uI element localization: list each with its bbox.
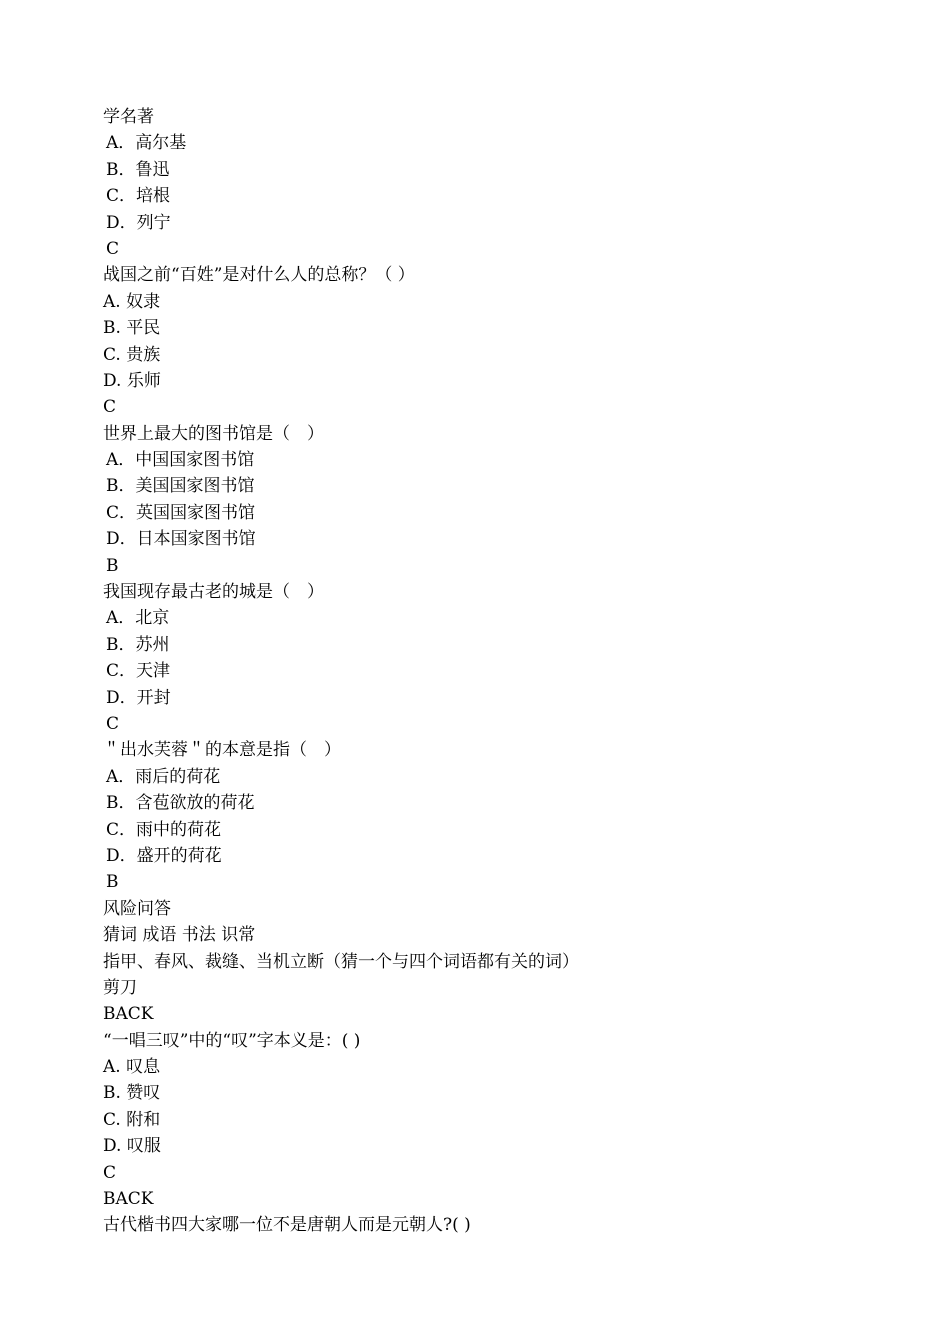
answer-line: C — [106, 238, 120, 259]
question-line: 古代楷书四大家哪一位不是唐朝人而是元朝人?( ) — [103, 1215, 471, 1236]
answer-line: C — [106, 713, 120, 734]
option-line: D. 叹服 — [103, 1136, 161, 1157]
answer-line: B — [106, 555, 119, 576]
option-line: B. 平民 — [103, 318, 161, 339]
answer-line: 剪刀 — [103, 977, 137, 998]
heading-line: 风险问答 — [103, 898, 171, 919]
answer-line: B — [106, 872, 119, 893]
option-line: B. 赞叹 — [103, 1083, 161, 1104]
question-line: 世界上最大的图书馆是（ ） — [103, 423, 324, 444]
option-line: B．苏州 — [106, 634, 170, 655]
answer-line: C — [103, 397, 117, 418]
option-line: C．英国国家图书馆 — [106, 502, 256, 523]
option-line: D．列宁 — [106, 212, 171, 233]
label-line: BACK — [103, 1004, 154, 1025]
option-line: D. 乐师 — [103, 370, 161, 391]
option-line: C. 贵族 — [103, 344, 161, 365]
option-line: C．天津 — [106, 661, 171, 682]
heading-line: 猜词 成语 书法 识常 — [103, 925, 256, 946]
text-body — [103, 104, 903, 1239]
option-line: A．中国国家图书馆 — [106, 450, 255, 471]
option-line: C．培根 — [106, 186, 171, 207]
option-line: C．雨中的荷花 — [106, 819, 222, 840]
question-line: 我国现存最古老的城是（ ） — [103, 582, 324, 603]
question-line: 学名著 — [103, 107, 154, 127]
option-line: A．雨后的荷花 — [106, 766, 221, 787]
question-line: ＂出水芙蓉＂的本意是指（ ） — [103, 740, 341, 761]
option-line: D．盛开的荷花 — [106, 845, 222, 866]
answer-line: C — [103, 1162, 117, 1183]
option-line: A. 叹息 — [103, 1057, 161, 1078]
question-line: 指甲、春风、裁缝、当机立断（猜一个与四个词语都有关的词） — [103, 951, 579, 972]
option-line: C. 附和 — [103, 1109, 161, 1130]
option-line: A. 奴隶 — [103, 291, 161, 312]
option-line: D．开封 — [106, 687, 171, 708]
option-line: A．高尔基 — [106, 133, 187, 154]
label-line: BACK — [103, 1189, 154, 1210]
question-line: “一唱三叹”中的“叹”字本义是：( ) — [103, 1030, 361, 1051]
option-line: B．含苞欲放的荷花 — [106, 793, 255, 814]
option-line: B．鲁迅 — [106, 159, 170, 180]
option-line: B．美国国家图书馆 — [106, 476, 255, 497]
option-line: A．北京 — [106, 608, 170, 629]
question-line: 战国之前“百姓”是对什么人的总称？（ ） — [103, 265, 415, 286]
option-line: D．日本国家图书馆 — [106, 529, 256, 550]
